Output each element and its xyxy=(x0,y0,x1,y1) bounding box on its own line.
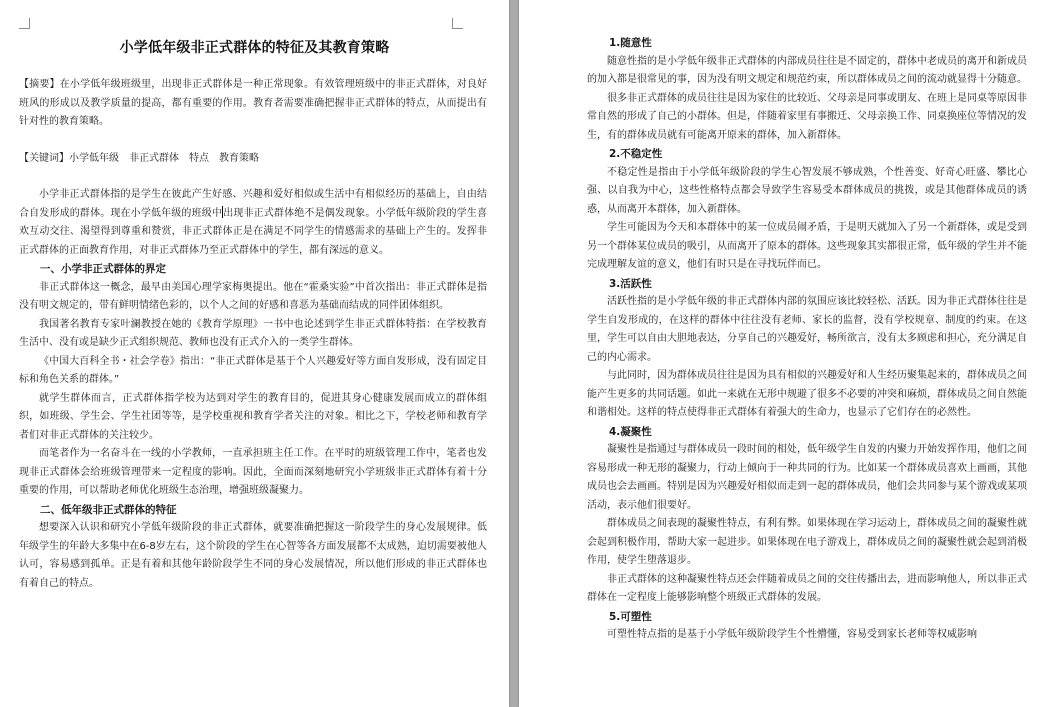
subsection-heading: 1.随意性 xyxy=(609,37,652,49)
abstract-paragraph[interactable]: 【摘要】在小学低年级班级里，出现非正式群体是一种正常现象。有效管理班级中的非正式群体，对良好班风的形成以及教学质量的提高，都有重要的作用。教育者需要准确把握非正式群体的特点，从而提出有针对性的教育策略。 xyxy=(19,79,487,127)
keywords-paragraph[interactable]: 【关键词】小学低年级 非正式群体 特点 教育策略 xyxy=(19,152,259,164)
intro-text-end: 出现非正式群体绝不是偶发现象。小学低年级阶段的学生喜欢互动交往、渴望得到尊重和赞赏，非正式群体正是在满足不同学生的情感需求的基础上产生的。发挥非正式群体的正面教育作用，对非正式群体乃至正式群体中的学生，都有深远的意义。 xyxy=(19,207,488,256)
document-page-left xyxy=(0,0,509,707)
body-paragraph[interactable]: 我国著名教育专家叶澜教授在她的《教育学原理》一书中也论述到学生非正式群体特指：在学校教育生活中、没有或是缺少正式组织规范、教师也没有正式介入的一类学生群体。 xyxy=(19,318,487,348)
right-body-text[interactable] xyxy=(537,34,1027,645)
subsection-heading: 5.可塑性 xyxy=(609,610,652,623)
body-paragraph[interactable]: 凝聚性是指通过与群体成员一段时间的相处，低年级学生自发的内聚力开始发挥作用，他们之间容易形成一种无形的凝聚力，行动上倾向于一种共同的行为。比如某一个群体成员喜欢上画画，其他成员也会去画画。特别是因为兴趣爱好相似而走到一起的群体成员，他们会共同参与某个游戏或某项活动，表示他们很要好。 xyxy=(587,444,1027,511)
body-paragraph[interactable]: 《中国大百科全书・社会学卷》指出：“非正式群体是基于个人兴趣爱好等方面自发形成，没有固定目标和角色关系的群体。” xyxy=(19,355,487,385)
body-paragraph[interactable]: 想要深入认识和研究小学低年级阶段的非正式群体，就要准确把握这一阶段学生的身心发展规律。低年级学生的年龄大多集中在6-8岁左右，这个阶段的学生在心智等各方面发展都不太成熟，迫切需要被他人认可，容易感到孤单。正是有着和其他年龄阶段学生不同的身心发展情况，所以他们形成的非正式群体也有着自己的特点。 xyxy=(19,522,487,589)
body-paragraph[interactable]: 不稳定性是指由于小学低年级阶段的学生心智发展不够成熟，个性善变、好奇心旺盛、攀比心强、以自我为中心，这些性格特点都会导致学生容易受本群体成员的挑拨，或是其他群体成员的诱惑，从而离开本群体，加入新群体。 xyxy=(587,166,1027,215)
intro-paragraph[interactable] xyxy=(19,186,487,260)
page-corner-mark xyxy=(452,18,463,29)
intro-text-start: 小学非正式群体指的是学生在彼此产生好感、兴趣和爱好相似或生活中有相似经历的基础上，自由结合自发形成的群体。现在小学低年级的班级中 xyxy=(19,189,487,219)
document-page-right xyxy=(519,0,1048,707)
page-corner-mark xyxy=(19,18,30,29)
body-paragraph[interactable]: 很多非正式群体的成员往往是因为家住的比较近、父母亲是同事或朋友、在班上是同桌等原因非常自然的形成了自己的小群体。但是，伴随着家里有事搬迁、父母亲换工作、同桌换座位等情况的发生，有的群体成员就有可能离开原来的群体，加入新群体。 xyxy=(587,92,1027,141)
body-paragraph[interactable]: 随意性指的是小学低年级非正式群体的内部成员往往是不固定的，群体中老成员的离开和新成员的加入都是很常见的事，因为没有明文规定和规范约束，所以群体成员之间的流动就显得十分随意。 xyxy=(587,55,1027,85)
section-heading: 二、低年级非正式群体的特征 xyxy=(40,503,177,516)
document-title: 小学低年级非正式群体的特征及其教育策略 xyxy=(119,40,390,56)
subsection-heading: 3.活跃性 xyxy=(609,277,652,290)
body-paragraph[interactable]: 非正式群体的这种凝聚性特点还会伴随着成员之间的交往传播出去，进而影响他人，所以非正式群体在一定程度上能够影响整个班级正式群体的发展。 xyxy=(587,573,1027,603)
section-heading: 一、小学非正式群体的界定 xyxy=(40,263,166,275)
body-paragraph[interactable]: 活跃性指的是小学低年级的非正式群体内部的氛围应该比较轻松、活跃。因为非正式群体往往是学生自发形成的，在这样的群体中往往没有老师、家长的监督，没有学校规章、制度的约束。在这里，学生可以自由大胆地表达，分享自己的兴趣爱好，畅所欲言，没有太多顾虑和担心，充分满足自己的内心需求。 xyxy=(587,296,1027,363)
subsection-heading: 2.不稳定性 xyxy=(609,148,663,160)
body-paragraph[interactable]: 与此同时，因为群体成员往往是因为具有相似的兴趣爱好和人生经历聚集起来的，群体成员之间能产生更多的共同话题。如此一来就在无形中规避了很多不必要的冲突和麻烦，群体成员之间自然能和谐相处。这样的特点使得非正式群体有着强大的生命力，也显示了它们存在的必然性。 xyxy=(587,370,1027,418)
subsection-heading: 4.凝聚性 xyxy=(609,425,652,438)
body-paragraph[interactable]: 就学生群体而言，正式群体指学校为达到对学生的教育目的，促进其身心健康发展而成立的群体组织，如班级、学生会、学生社团等等，是学校重视和教育学者关注的对象。相比之下，学校老师和教育学者们对非正式群体的关注较少。 xyxy=(19,392,487,441)
body-paragraph[interactable]: 可塑性特点指的是基于小学低年级阶段学生个性懵懂，容易受到家长老师等权威影响 xyxy=(607,629,977,640)
body-paragraph[interactable]: 群体成员之间表现的凝聚性特点，有利有弊。如果体现在学习运动上，群体成员之间的凝聚性就会起到积极作用，帮助大家一起进步。如果体现在电子游戏上，群体成员之间的凝聚性就会起到消极作用，使学生堕落退步。 xyxy=(587,518,1027,566)
body-paragraph[interactable]: 而笔者作为一名奋斗在一线的小学教师，一直承担班主任工作。在平时的班级管理工作中，笔者也发现非正式群体会给班级管理带来一定程度的影响。因此，全面而深刻地研究小学班级非正式群体有着十分重要的作用，可以帮助老师优化班级生态治理，增强班级凝聚力。 xyxy=(19,448,487,496)
body-paragraph[interactable]: 学生可能因为今天和本群体中的某一位成员闹矛盾，于是明天就加入了另一个新群体，或是受到另一个群体某位成员的吸引，从而离开了原本的群体。这些现象其实都很正常，低年级的学生并不能完成理解友谊的意义，他们有时只是在寻找玩伴而已。 xyxy=(587,222,1027,270)
body-paragraph[interactable]: 非正式群体这一概念，最早由美国心理学家梅奥提出。他在“霍桑实验”中首次指出：非正式群体是指没有明文规定的，带有鲜明情绪色彩的，以个人之间的好感和喜恶为基础而结成的同伴团体组织。 xyxy=(19,281,487,311)
left-body-text[interactable] xyxy=(19,76,487,593)
